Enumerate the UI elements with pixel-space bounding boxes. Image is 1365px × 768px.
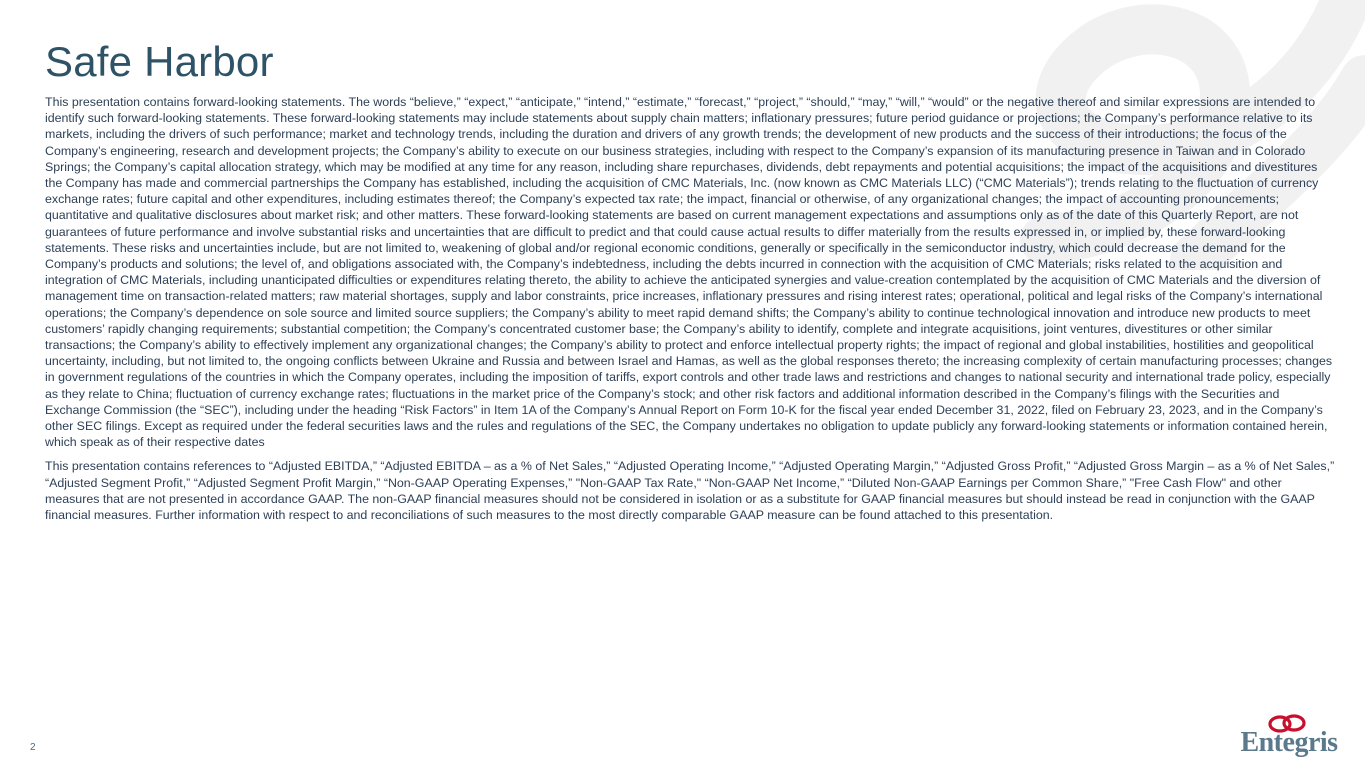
entegris-logo bbox=[1230, 713, 1348, 758]
safe-harbor-body bbox=[45, 94, 1335, 531]
logo-wordmark: Entegris bbox=[1240, 727, 1338, 758]
non-gaap-measures-paragraph: This presentation contains references to “Adjusted EBITDA,” “Adjusted EBITDA – as a % of Net Sales,” “Adjusted Operating Income,” “Adjusted Operating Margin,” “Adjusted Gross Profit,” “Adjusted Gross Margin – as a % of Net Sales,” “Adjusted Segment Profit,” “Adjusted Segment Profit Margin,” “Non-GAAP Operating Expenses,” "Non-GAAP Tax Rate," “Non-GAAP Net Income,” “Diluted Non-GAAP Earnings per Common Share,” "Free Cash Flow" and other measures that are not presented in accordance GAAP. The non-GAAP financial measures should not be considered in isolation or as a substitute for GAAP financial measures but should instead be read in conjunction with the GAAP financial measures. Further information with respect to and reconciliations of such measures to the most directly comparable GAAP measure can be found attached to this presentation. bbox=[45, 459, 1335, 523]
page-number: 2 bbox=[30, 742, 36, 753]
page-title: Safe Harbor bbox=[45, 38, 274, 85]
forward-looking-statements-paragraph: This presentation contains forward-looking statements. The words “believe,” “expect,” “anticipate,” “intend,” “estimate,” “forecast,” “project,” “should,” “may,” “will,” “would” or the negative thereof and similar expressions are intended to identify such forward-looking statements. These forward-looking statements may include statements about supply chain matters; inflationary pressures; future period guidance or projections; the Company’s performance relative to its markets, including the drivers of such performance; market and technology trends, including the duration and drivers of any growth trends; the development of new products and the success of their introductions; the focus of the Company’s engineering, research and development projects; the Company’s ability to execute on our business strategies, including with respect to the Company’s expansion of its manufacturing presence in Taiwan and in Colorado Springs; the Company’s capital allocation strategy, which may be modified at any time for any reason, including share repurchases, dividends, debt repayments and potential acquisitions; the impact of the acquisitions and divestitures the Company has made and commercial partnerships the Company has established, including the acquisition of CMC Materials, Inc. (now known as CMC Materials LLC) (“CMC Materials”); trends relating to the fluctuation of currency exchange rates; future capital and other expenditures, including estimates thereof; the Company’s expected tax rate; the impact, financial or otherwise, of any organizational changes; the impact of accounting pronouncements; quantitative and qualitative disclosures about market risk; and other matters. These forward-looking statements are based on current management expectations and assumptions only as of the date of this Quarterly Report, are not guarantees of future performance and involve substantial risks and uncertainties that are difficult to predict and that could cause actual results to differ materially from the results expressed in, or implied by, these forward-looking statements. These risks and uncertainties include, but are not limited to, weakening of global and/or regional economic conditions, generally or specifically in the semiconductor industry, which could decrease the demand for the Company’s products and solutions; the level of, and obligations associated with, the Company’s indebtedness, including the debts incurred in connection with the acquisition of CMC Materials; risks related to the acquisition and integration of CMC Materials, including unanticipated difficulties or expenditures relating thereto, the ability to achieve the anticipated synergies and value-creation contemplated by the acquisition of CMC Materials and the diversion of management time on transaction-related matters; raw material shortages, supply and labor constraints, price increases, inflationary pressures and rising interest rates; operational, political and legal risks of the Company’s international operations; the Company’s dependence on sole source and limited source suppliers; the Company’s ability to meet rapid demand shifts; the Company’s ability to continue technological innovation and introduce new products to meet customers’ rapidly changing requirements; substantial competition; the Company’s concentrated customer base; the Company’s ability to identify, complete and integrate acquisitions, joint ventures, divestitures or other similar transactions; the Company’s ability to effectively implement any organizational changes; the Company’s ability to protect and enforce intellectual property rights; the impact of regional and global instabilities, hostilities and geopolitical uncertainty, including, but not limited to, the ongoing conflicts between Ukraine and Russia and between Israel and Hamas, as well as the global responses thereto; the increasing complexity of certain manufacturing processes; changes in government regulations of the countries in which the Company operates, including the imposition of tariffs, export controls and other trade laws and restrictions and changes to national security and international trade policy, especially as they relate to China; fluctuation of currency exchange rates; fluctuations in the market price of the Company’s stock; and other risk factors and additional information described in the Company’s filings with the Securities and Exchange Commission (the “SEC”), including under the heading “Risk Factors” in Item 1A of the Company’s Annual Report on Form 10-K for the fiscal year ended December 31, 2022, filed on February 23, 2023, and in the Company’s other SEC filings. Except as required under the federal securities laws and the rules and regulations of the SEC, the Company undertakes no obligation to update publicly any forward-looking statements or information contained herein, which speak as of their respective dates bbox=[45, 95, 1333, 450]
